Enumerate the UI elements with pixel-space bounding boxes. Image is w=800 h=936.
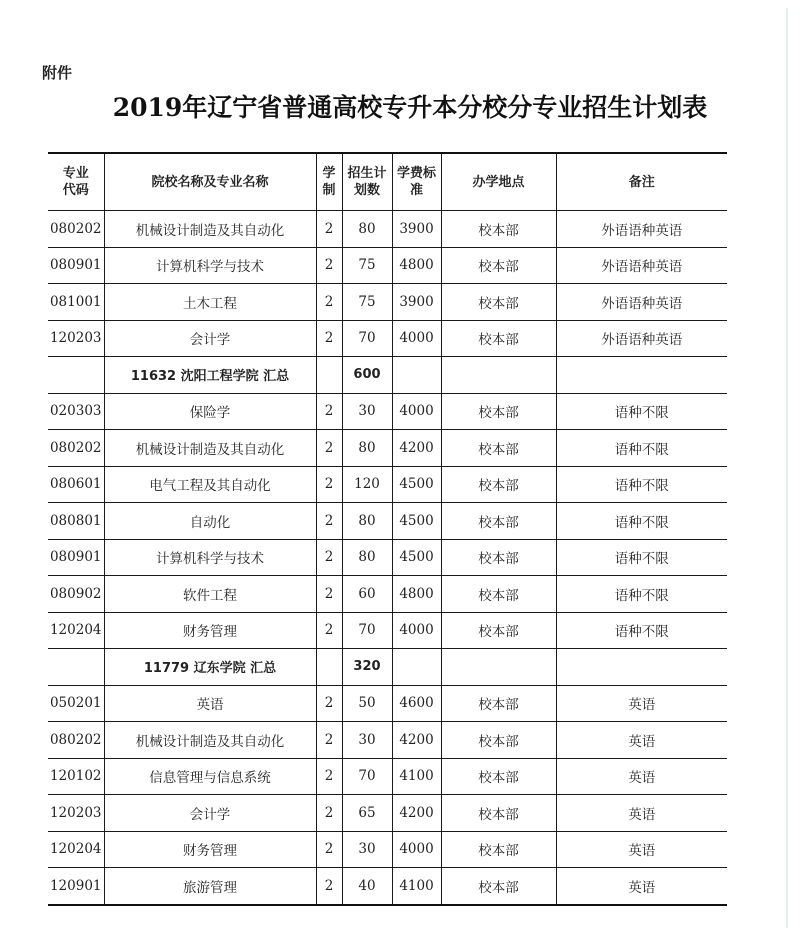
duration-cell: 2 [316,503,342,540]
name-cell: 旅游管理 [104,868,316,905]
table-body [48,211,727,905]
code-cell: 081001 [48,284,104,321]
note-cell: 英语 [556,722,727,759]
code-cell: 120204 [48,831,104,868]
duration-cell: 2 [316,466,342,503]
code-cell: 080601 [48,466,104,503]
code-cell: 120102 [48,758,104,795]
tuition-cell: 4200 [392,430,441,467]
tuition-cell: 4500 [392,503,441,540]
quota-cell: 600 [342,357,392,394]
duration-cell: 2 [316,868,342,905]
name-cell: 计算机科学与技术 [104,539,316,576]
table-row [48,795,727,832]
table-row [48,320,727,357]
note-cell: 语种不限 [556,539,727,576]
quota-cell: 80 [342,211,392,248]
code-cell [48,357,104,394]
quota-cell: 80 [342,503,392,540]
duration-cell: 2 [316,211,342,248]
name-cell: 机械设计制造及其自动化 [104,722,316,759]
duration-cell: 2 [316,247,342,284]
name-cell: 财务管理 [104,612,316,649]
quota-cell: 60 [342,576,392,613]
table-row [48,211,727,248]
site-cell: 校本部 [441,393,556,430]
document-title: 2019年辽宁省普通高校专升本分校分专业招生计划表 [112,93,708,122]
quota-cell: 65 [342,795,392,832]
code-cell: 080901 [48,247,104,284]
table-row [48,831,727,868]
note-cell: 英语 [556,868,727,905]
name-cell: 软件工程 [104,576,316,613]
name-cell: 信息管理与信息系统 [104,758,316,795]
quota-cell: 75 [342,284,392,321]
quota-cell: 120 [342,466,392,503]
header-code: 专业代码 [48,153,104,211]
quota-cell: 70 [342,612,392,649]
header-quota: 招生计划数 [342,153,392,211]
site-cell [441,357,556,394]
table-row [48,685,727,722]
note-cell: 英语 [556,831,727,868]
code-cell: 080801 [48,503,104,540]
tuition-cell: 3900 [392,211,441,248]
code-cell: 080202 [48,722,104,759]
table-row [48,539,727,576]
table-row [48,247,727,284]
tuition-cell: 4000 [392,831,441,868]
tuition-cell: 4200 [392,795,441,832]
quota-cell: 50 [342,685,392,722]
code-cell [48,649,104,686]
tuition-cell: 4600 [392,685,441,722]
name-cell: 机械设计制造及其自动化 [104,211,316,248]
tuition-cell: 4200 [392,722,441,759]
subtotal-row [48,357,727,394]
tuition-cell: 4100 [392,758,441,795]
site-cell: 校本部 [441,466,556,503]
name-cell: 土木工程 [104,284,316,321]
code-cell: 080202 [48,211,104,248]
site-cell: 校本部 [441,612,556,649]
table-row [48,722,727,759]
name-cell: 财务管理 [104,831,316,868]
note-cell: 英语 [556,795,727,832]
name-cell: 英语 [104,685,316,722]
site-cell: 校本部 [441,503,556,540]
name-cell: 电气工程及其自动化 [104,466,316,503]
code-cell: 120901 [48,868,104,905]
name-cell: 自动化 [104,503,316,540]
enrollment-plan-table [48,152,727,906]
site-cell: 校本部 [441,539,556,576]
tuition-cell: 4500 [392,466,441,503]
note-cell: 语种不限 [556,393,727,430]
site-cell [441,649,556,686]
quota-cell: 320 [342,649,392,686]
duration-cell: 2 [316,284,342,321]
quota-cell: 70 [342,758,392,795]
header-name: 院校名称及专业名称 [104,153,316,211]
name-cell: 保险学 [104,393,316,430]
note-cell: 外语语种英语 [556,247,727,284]
table-row [48,868,727,905]
tuition-cell: 4500 [392,539,441,576]
header-site: 办学地点 [441,153,556,211]
note-cell [556,357,727,394]
code-cell: 020303 [48,393,104,430]
duration-cell: 2 [316,539,342,576]
tuition-cell: 4800 [392,576,441,613]
duration-cell: 2 [316,320,342,357]
site-cell: 校本部 [441,211,556,248]
table-row [48,758,727,795]
site-cell: 校本部 [441,247,556,284]
duration-cell [316,357,342,394]
code-cell: 120203 [48,795,104,832]
site-cell: 校本部 [441,722,556,759]
table-row [48,430,727,467]
header-tuition: 学费标准 [392,153,441,211]
tuition-cell: 3900 [392,284,441,321]
duration-cell [316,649,342,686]
duration-cell: 2 [316,795,342,832]
code-cell: 120204 [48,612,104,649]
note-cell: 外语语种英语 [556,320,727,357]
quota-cell: 30 [342,722,392,759]
code-cell: 080901 [48,539,104,576]
table-row [48,576,727,613]
note-cell: 外语语种英语 [556,284,727,321]
note-cell: 英语 [556,685,727,722]
site-cell: 校本部 [441,758,556,795]
name-cell: 会计学 [104,320,316,357]
note-cell: 英语 [556,758,727,795]
note-cell [556,649,727,686]
table-row [48,393,727,430]
quota-cell: 80 [342,539,392,576]
duration-cell: 2 [316,576,342,613]
quota-cell: 75 [342,247,392,284]
duration-cell: 2 [316,831,342,868]
note-cell: 语种不限 [556,466,727,503]
tuition-cell: 4100 [392,868,441,905]
quota-cell: 70 [342,320,392,357]
site-cell: 校本部 [441,576,556,613]
attachment-label: 附件 [42,64,73,82]
code-cell: 080902 [48,576,104,613]
table-row [48,284,727,321]
name-cell: 机械设计制造及其自动化 [104,430,316,467]
note-cell: 语种不限 [556,430,727,467]
tuition-cell [392,357,441,394]
code-cell: 120203 [48,320,104,357]
note-cell: 语种不限 [556,576,727,613]
duration-cell: 2 [316,722,342,759]
name-cell: 11632 沈阳工程学院 汇总 [104,357,316,394]
duration-cell: 2 [316,430,342,467]
name-cell: 会计学 [104,795,316,832]
tuition-cell: 4000 [392,393,441,430]
header-note: 备注 [556,153,727,211]
site-cell: 校本部 [441,868,556,905]
site-cell: 校本部 [441,320,556,357]
duration-cell: 2 [316,685,342,722]
scan-page-edge [786,8,788,928]
duration-cell: 2 [316,758,342,795]
quota-cell: 30 [342,831,392,868]
code-cell: 080202 [48,430,104,467]
site-cell: 校本部 [441,685,556,722]
site-cell: 校本部 [441,831,556,868]
duration-cell: 2 [316,393,342,430]
note-cell: 语种不限 [556,612,727,649]
site-cell: 校本部 [441,795,556,832]
table-header-row [48,153,727,211]
site-cell: 校本部 [441,284,556,321]
table-row [48,503,727,540]
duration-cell: 2 [316,612,342,649]
tuition-cell: 4000 [392,612,441,649]
tuition-cell [392,649,441,686]
table-row [48,466,727,503]
quota-cell: 80 [342,430,392,467]
code-cell: 050201 [48,685,104,722]
quota-cell: 30 [342,393,392,430]
note-cell: 语种不限 [556,503,727,540]
subtotal-row [48,649,727,686]
tuition-cell: 4000 [392,320,441,357]
name-cell: 11779 辽东学院 汇总 [104,649,316,686]
quota-cell: 40 [342,868,392,905]
note-cell: 外语语种英语 [556,211,727,248]
header-duration: 学制 [316,153,342,211]
tuition-cell: 4800 [392,247,441,284]
table-row [48,612,727,649]
name-cell: 计算机科学与技术 [104,247,316,284]
site-cell: 校本部 [441,430,556,467]
